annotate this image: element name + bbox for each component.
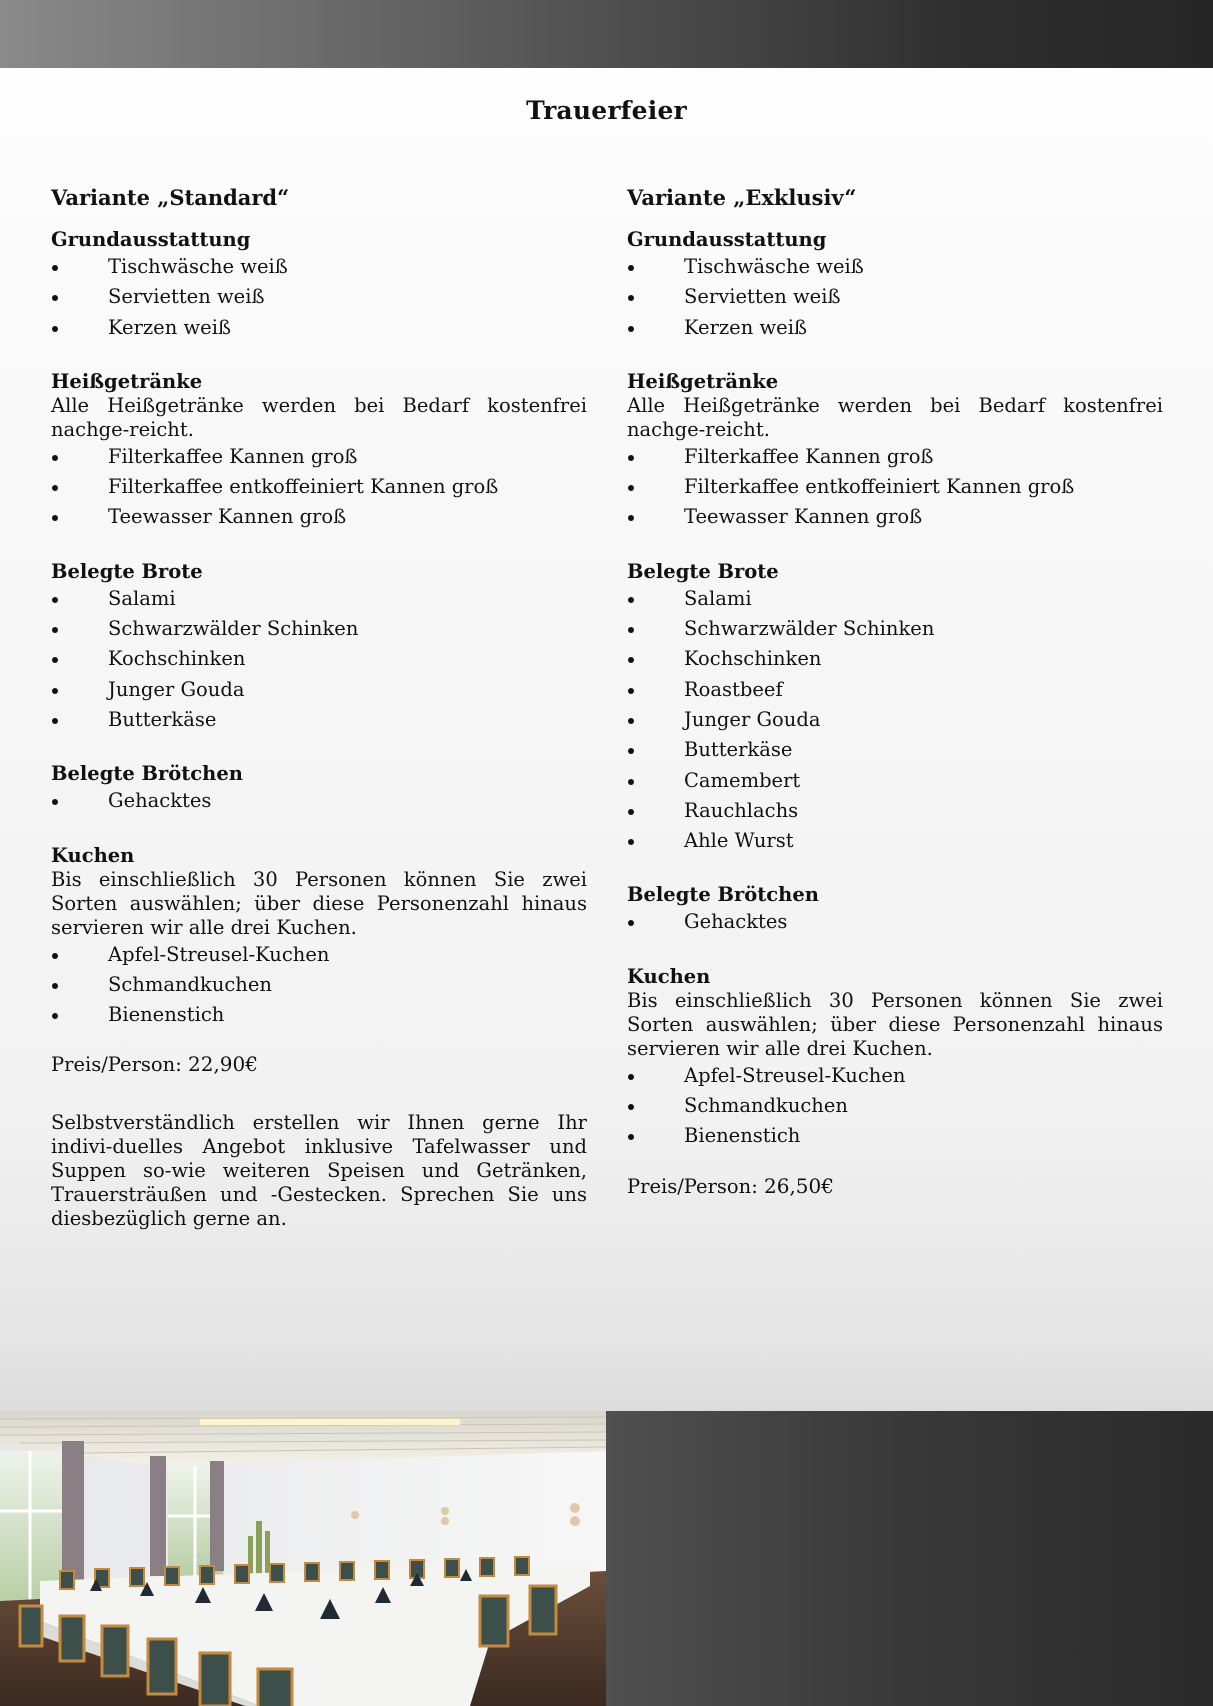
list-item: Filterkaffee entkoffeiniert Kannen groß (627, 472, 1163, 502)
variant-title: Variante „Standard“ (51, 185, 290, 210)
section-heading: Kuchen (51, 843, 135, 867)
section-heading: Heißgetränke (51, 369, 203, 393)
section-text: Alle Heißgetränke werden bei Bedarf kostenfrei nachge-reicht. (627, 393, 1163, 441)
item-list (627, 1061, 1163, 1152)
list-item: Kochschinken (51, 644, 587, 674)
list-item: Filterkaffee entkoffeiniert Kannen groß (51, 472, 587, 502)
item-list (51, 584, 587, 735)
offer-note: Selbstverständlich erstellen wir Ihnen gerne Ihr indivi-duelles Angebot inklusive Tafelwasser und Suppen so-wie weiteren Speisen und Getränken, Trauersträußen und -Gestecken. Sprechen Sie uns diesbezüglich gerne an. (51, 1111, 587, 1231)
price-label: Preis/Person: (51, 1053, 182, 1077)
section-kuchen (627, 965, 1163, 1152)
section-grundausstattung (627, 228, 1163, 343)
section-heading: Grundausstattung (627, 228, 827, 251)
list-item: Junger Gouda (627, 705, 1163, 735)
item-list (627, 584, 1163, 857)
item-list (627, 442, 1163, 533)
list-item: Ahle Wurst (627, 826, 1163, 856)
page-title: Trauerfeier (526, 96, 687, 125)
item-list (627, 907, 1163, 937)
list-item: Butterkäse (51, 705, 587, 735)
price-label: Preis/Person: (627, 1174, 758, 1198)
variant-title: Variante „Exklusiv“ (627, 185, 857, 210)
section-text: Alle Heißgetränke werden bei Bedarf kostenfrei nachge-reicht. (51, 393, 587, 441)
list-item: Schwarzwälder Schinken (627, 614, 1163, 644)
bottom-dark-panel (606, 1411, 1213, 1706)
variant-exklusiv-column (627, 186, 1163, 1199)
list-item: Bienenstich (627, 1121, 1163, 1151)
section-heading: Kuchen (627, 964, 711, 988)
banquet-hall-photo (0, 1411, 606, 1706)
list-item: Servietten weiß (627, 282, 1163, 312)
list-item: Salami (627, 584, 1163, 614)
section-belegte-broetchen (627, 883, 1163, 937)
item-list (627, 252, 1163, 343)
list-item: Kerzen weiß (627, 313, 1163, 343)
section-heading: Belegte Brote (51, 559, 203, 583)
price-value: 26,50€ (763, 1173, 834, 1198)
list-item: Gehacktes (627, 907, 1163, 937)
list-item: Rauchlachs (627, 796, 1163, 826)
list-item: Kerzen weiß (51, 313, 587, 343)
section-belegte-brote (627, 560, 1163, 857)
list-item: Salami (51, 584, 587, 614)
list-item: Tischwäsche weiß (627, 252, 1163, 282)
list-item: Junger Gouda (51, 675, 587, 705)
list-item: Schmandkuchen (51, 970, 587, 1000)
list-item: Schwarzwälder Schinken (51, 614, 587, 644)
list-item: Tischwäsche weiß (51, 252, 587, 282)
section-heading: Heißgetränke (627, 369, 779, 393)
section-belegte-broetchen (51, 762, 587, 816)
list-item: Teewasser Kannen groß (627, 502, 1163, 532)
section-heissgetraenke (51, 370, 587, 533)
section-grundausstattung (51, 228, 587, 343)
section-heading: Belegte Brote (627, 559, 779, 583)
list-item: Butterkäse (627, 735, 1163, 765)
section-heading: Belegte Brötchen (627, 883, 819, 907)
section-heading: Belegte Brötchen (51, 762, 243, 786)
list-item: Filterkaffee Kannen groß (627, 442, 1163, 472)
item-list (51, 252, 587, 343)
list-item: Filterkaffee Kannen groß (51, 442, 587, 472)
section-heading: Grundausstattung (51, 228, 251, 251)
section-text: Bis einschließlich 30 Personen können Sie zwei Sorten auswählen; über diese Personenzahl hinaus servieren wir alle drei Kuchen. (51, 867, 587, 939)
list-item: Teewasser Kannen groß (51, 502, 587, 532)
item-list (51, 940, 587, 1031)
list-item: Servietten weiß (51, 282, 587, 312)
section-belegte-brote (51, 560, 587, 735)
section-text: Bis einschließlich 30 Personen können Sie zwei Sorten auswählen; über diese Personenzahl hinaus servieren wir alle drei Kuchen. (627, 988, 1163, 1060)
list-item: Camembert (627, 766, 1163, 796)
list-item: Roastbeef (627, 675, 1163, 705)
section-kuchen (51, 844, 587, 1031)
price-line (51, 1052, 587, 1077)
list-item: Schmandkuchen (627, 1091, 1163, 1121)
item-list (51, 442, 587, 533)
item-list (51, 786, 587, 816)
price-value: 22,90€ (187, 1052, 258, 1077)
variant-standard-column (51, 186, 587, 1231)
section-heissgetraenke (627, 370, 1163, 533)
price-line (627, 1174, 1163, 1199)
list-item: Apfel-Streusel-Kuchen (51, 940, 587, 970)
list-item: Apfel-Streusel-Kuchen (627, 1061, 1163, 1091)
header-bar (0, 0, 1213, 68)
list-item: Kochschinken (627, 644, 1163, 674)
list-item: Bienenstich (51, 1000, 587, 1030)
list-item: Gehacktes (51, 786, 587, 816)
